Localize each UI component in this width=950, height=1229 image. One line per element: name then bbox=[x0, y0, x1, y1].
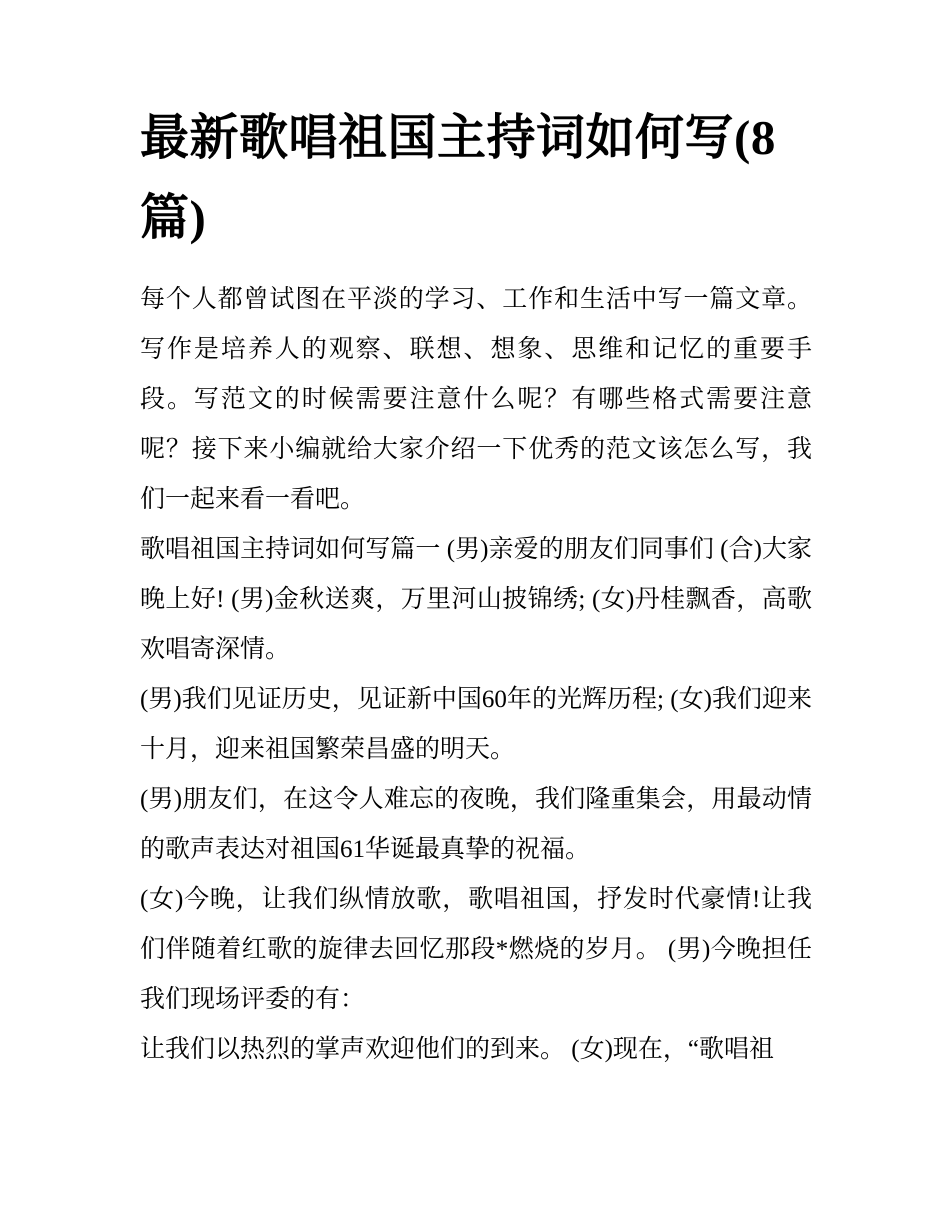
paragraph-judges: (女)今晚，让我们纵情放歌，歌唱祖国，抒发时代豪情!让我们伴随着红歌的旋律去回忆那段*燃烧的岁月。 (男)今晚担任我们现场评委的有： bbox=[140, 886, 812, 1013]
paragraph-welcome-truncated: 让我们以热烈的掌声欢迎他们的到来。 (女)现在，“歌唱祖 bbox=[140, 1036, 774, 1063]
paragraph-history: (男)我们见证历史，见证新中国60年的光辉历程; (女)我们迎来十月，迎来祖国繁荣昌盛的明天。 bbox=[140, 686, 812, 763]
paragraph-intro: 每个人都曾试图在平淡的学习、工作和生活中写一篇文章。写作是培养人的观察、联想、想象、思维和记忆的重要手段。写范文的时候需要注意什么呢？有哪些格式需要注意呢？接下来小编就给大家介绍一下优秀的范文该怎么写，我们一起来看一看吧。 bbox=[140, 286, 812, 513]
paragraph-section-one-opening: 歌唱祖国主持词如何写篇一 (男)亲爱的朋友们同事们 (合)大家晚上好! (男)金秋送爽，万里河山披锦绣; (女)丹桂飘香，高歌欢唱寄深情。 bbox=[140, 536, 812, 663]
document-title: 最新歌唱祖国主持词如何写(8篇) bbox=[140, 110, 776, 245]
paragraph-gathering: (男)朋友们，在这令人难忘的夜晚，我们隆重集会，用最动情的歌声表达对祖国61华诞最真挚的祝福。 bbox=[140, 786, 812, 863]
